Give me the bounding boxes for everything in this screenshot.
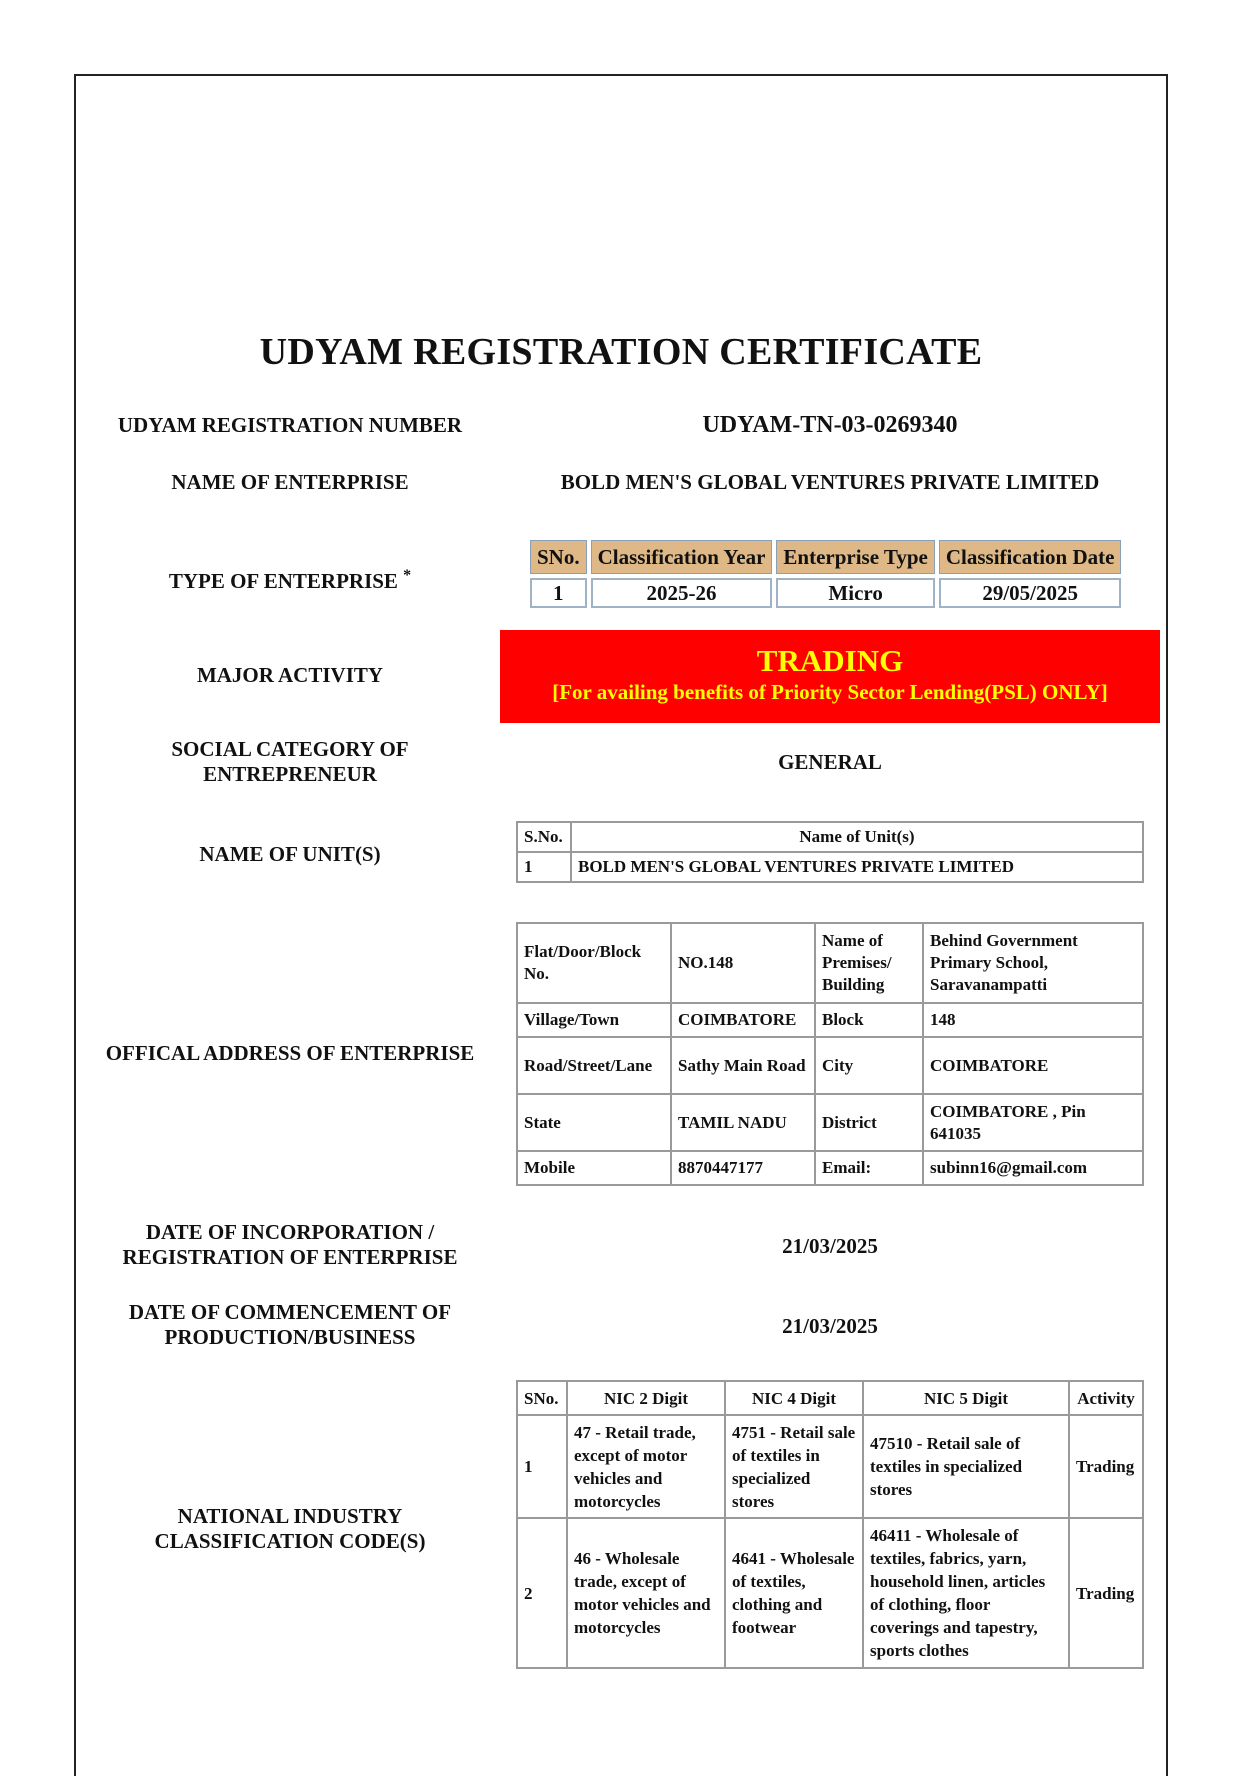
nic-header-4digit: NIC 4 Digit xyxy=(725,1381,863,1415)
address-key: Name of Premises/ Building xyxy=(815,923,923,1003)
units-table xyxy=(516,821,1144,883)
address-row xyxy=(517,923,1143,1003)
asterisk-mark: * xyxy=(403,567,412,584)
address-key: Road/Street/Lane xyxy=(517,1037,671,1094)
classification-header-row xyxy=(530,540,1121,574)
nic-label-line1: NATIONAL INDUSTRY xyxy=(177,1504,403,1528)
classification-header-sno: SNo. xyxy=(530,540,587,574)
enterprise-type-label-text: TYPE OF ENTERPRISE xyxy=(168,569,398,593)
major-activity-banner xyxy=(500,630,1160,723)
classification-header-type: Enterprise Type xyxy=(776,540,934,574)
nic-header-activity: Activity xyxy=(1069,1381,1143,1415)
nic-row-sno: 2 xyxy=(517,1518,567,1668)
social-category-value: GENERAL xyxy=(778,750,882,774)
social-category-label xyxy=(90,737,490,787)
address-value: Sathy Main Road xyxy=(671,1037,815,1094)
registration-number-label: UDYAM REGISTRATION NUMBER xyxy=(117,413,463,437)
address-value: Behind Government Primary School, Saravanampatti xyxy=(923,923,1143,1003)
address-key: State xyxy=(517,1094,671,1151)
address-value: COIMBATORE xyxy=(923,1037,1143,1094)
nic-row-sno: 1 xyxy=(517,1415,567,1518)
nic-table xyxy=(516,1380,1144,1669)
commencement-label-line2: PRODUCTION/BUSINESS xyxy=(164,1325,416,1349)
enterprise-type-label xyxy=(90,563,490,594)
certificate-title: UDYAM REGISTRATION CERTIFICATE xyxy=(259,331,983,373)
nic-header-5digit: NIC 5 Digit xyxy=(863,1381,1069,1415)
nic-label xyxy=(90,1504,490,1554)
nic-row xyxy=(517,1415,1143,1518)
address-value: 148 xyxy=(923,1003,1143,1037)
address-value: NO.148 xyxy=(671,923,815,1003)
classification-header-date: Classification Date xyxy=(939,540,1122,574)
nic-row-activity: Trading xyxy=(1069,1415,1143,1518)
incorporation-date-label xyxy=(90,1220,490,1270)
address-value: 8870447177 xyxy=(671,1151,815,1185)
nic-header-2digit: NIC 2 Digit xyxy=(567,1381,725,1415)
incorporation-date-value: 21/03/2025 xyxy=(782,1234,878,1258)
nic-header-sno: SNo. xyxy=(517,1381,567,1415)
social-category-label-line1: SOCIAL CATEGORY OF xyxy=(171,737,409,761)
classification-header-year: Classification Year xyxy=(591,540,773,574)
nic-header-row xyxy=(517,1381,1143,1415)
nic-label-line2: CLASSIFICATION CODE(S) xyxy=(154,1529,426,1553)
incorporation-label-line2: REGISTRATION OF ENTERPRISE xyxy=(122,1245,458,1269)
registration-number-value: UDYAM-TN-03-0269340 xyxy=(702,412,958,438)
address-key: District xyxy=(815,1094,923,1151)
address-key: Flat/Door/Block No. xyxy=(517,923,671,1003)
nic-row-4digit: 4641 - Wholesale of textiles, clothing and footwear xyxy=(725,1518,863,1668)
address-row xyxy=(517,1003,1143,1037)
address-value: TAMIL NADU xyxy=(671,1094,815,1151)
major-activity-note: [For availing benefits of Priority Sector Lending(PSL) ONLY] xyxy=(552,680,1108,704)
address-key: Email: xyxy=(815,1151,923,1185)
address-label: OFFICAL ADDRESS OF ENTERPRISE xyxy=(105,1041,475,1065)
address-row xyxy=(517,1151,1143,1185)
nic-row-5digit: 46411 - Wholesale of textiles, fabrics, yarn, household linen, articles of clothing, floor coverings and tapestry, sports clothes xyxy=(863,1518,1069,1668)
address-value: subinn16@gmail.com xyxy=(923,1151,1143,1185)
nic-row xyxy=(517,1518,1143,1668)
units-header-name: Name of Unit(s) xyxy=(571,822,1143,852)
social-category-label-line2: ENTREPRENEUR xyxy=(203,762,377,786)
enterprise-name-value: BOLD MEN'S GLOBAL VENTURES PRIVATE LIMITED xyxy=(560,470,1100,494)
commencement-date-value: 21/03/2025 xyxy=(782,1314,878,1338)
address-table xyxy=(516,922,1144,1186)
nic-row-activity: Trading xyxy=(1069,1518,1143,1668)
classification-row xyxy=(530,578,1121,608)
units-header-sno: S.No. xyxy=(517,822,571,852)
commencement-label-line1: DATE OF COMMENCEMENT OF xyxy=(128,1300,452,1324)
address-key: Block xyxy=(815,1003,923,1037)
units-row-name: BOLD MEN'S GLOBAL VENTURES PRIVATE LIMITED xyxy=(571,852,1143,882)
address-key: Village/Town xyxy=(517,1003,671,1037)
nic-row-2digit: 46 - Wholesale trade, except of motor vehicles and motorcycles xyxy=(567,1518,725,1668)
classification-enterprise-type: Micro xyxy=(776,578,934,608)
classification-table xyxy=(526,536,1125,612)
units-row xyxy=(517,852,1143,882)
address-key: City xyxy=(815,1037,923,1094)
address-row xyxy=(517,1037,1143,1094)
address-value: COIMBATORE xyxy=(671,1003,815,1037)
classification-date: 29/05/2025 xyxy=(939,578,1122,608)
address-value: COIMBATORE , Pin 641035 xyxy=(923,1094,1143,1151)
major-activity-label: MAJOR ACTIVITY xyxy=(196,663,384,687)
nic-row-5digit: 47510 - Retail sale of textiles in specialized stores xyxy=(863,1415,1069,1518)
classification-year: 2025-26 xyxy=(591,578,773,608)
nic-row-4digit: 4751 - Retail sale of textiles in specialized stores xyxy=(725,1415,863,1518)
address-row xyxy=(517,1094,1143,1151)
units-header-row xyxy=(517,822,1143,852)
unit-names-label: NAME OF UNIT(S) xyxy=(199,842,381,866)
nic-row-2digit: 47 - Retail trade, except of motor vehicles and motorcycles xyxy=(567,1415,725,1518)
incorporation-label-line1: DATE OF INCORPORATION / xyxy=(145,1220,435,1244)
classification-sno: 1 xyxy=(530,578,587,608)
units-row-sno: 1 xyxy=(517,852,571,882)
major-activity-value: TRADING xyxy=(756,643,904,678)
enterprise-name-label: NAME OF ENTERPRISE xyxy=(171,470,409,494)
address-key: Mobile xyxy=(517,1151,671,1185)
commencement-date-label xyxy=(90,1300,490,1350)
